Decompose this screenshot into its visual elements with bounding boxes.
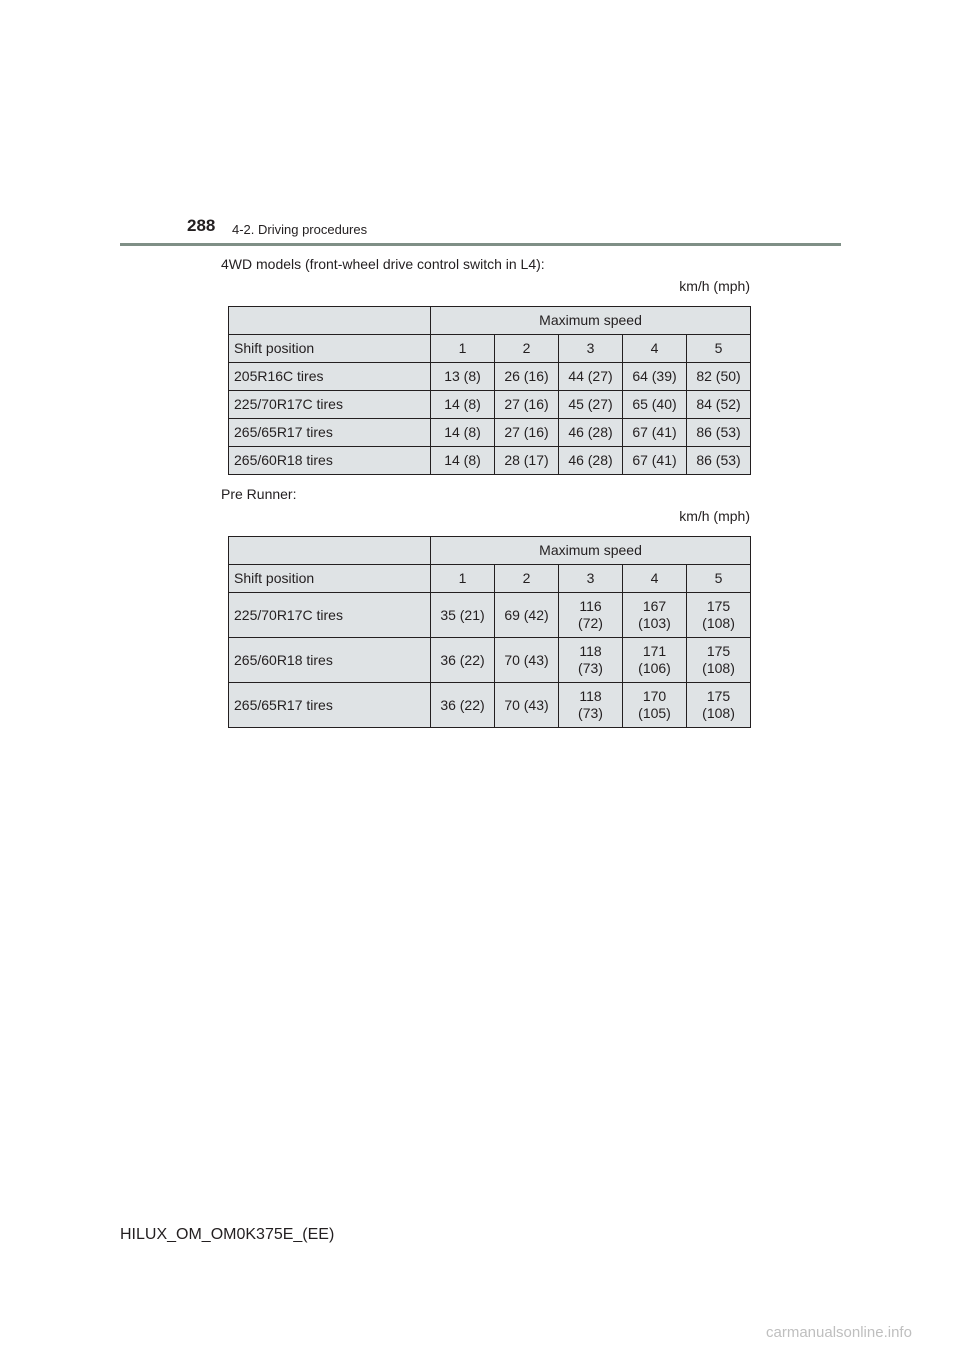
speed-cell: 70 (43)	[495, 683, 559, 728]
tire-size: 265/65R17 tires	[229, 419, 431, 447]
speed-cell: 171 (106)	[623, 638, 687, 683]
speed-cell: 67 (41)	[623, 447, 687, 475]
table-row	[229, 638, 751, 683]
speed-cell: 118 (73)	[559, 683, 623, 728]
shift-position-3: 3	[559, 335, 623, 363]
speed-cell: 27 (16)	[495, 419, 559, 447]
speed-cell: 14 (8)	[431, 419, 495, 447]
shift-position-1: 1	[431, 565, 495, 593]
table-row	[229, 391, 751, 419]
table-row	[229, 447, 751, 475]
tire-size: 225/70R17C tires	[229, 391, 431, 419]
speed-cell: 82 (50)	[687, 363, 751, 391]
speed-cell: 64 (39)	[623, 363, 687, 391]
speed-table-pre-runner	[228, 536, 751, 728]
watermark: carmanualsonline.info	[766, 1324, 912, 1341]
speed-cell: 84 (52)	[687, 391, 751, 419]
speed-cell: 27 (16)	[495, 391, 559, 419]
speed-cell: 70 (43)	[495, 638, 559, 683]
speed-cell: 175 (108)	[687, 683, 751, 728]
speed-cell: 86 (53)	[687, 447, 751, 475]
maximum-speed-header: Maximum speed	[431, 537, 751, 565]
shift-position-2: 2	[495, 335, 559, 363]
shift-position-label: Shift position	[229, 335, 431, 363]
speed-cell: 26 (16)	[495, 363, 559, 391]
table1-intro: 4WD models (front-wheel drive control switch in L4):	[221, 256, 545, 272]
speed-cell: 36 (22)	[431, 638, 495, 683]
tire-size: 265/60R18 tires	[229, 447, 431, 475]
shift-position-5: 5	[687, 565, 751, 593]
speed-cell: 14 (8)	[431, 391, 495, 419]
table2-unit: km/h (mph)	[679, 508, 750, 524]
speed-cell: 36 (22)	[431, 683, 495, 728]
tire-size: 265/65R17 tires	[229, 683, 431, 728]
shift-position-5: 5	[687, 335, 751, 363]
table-row	[229, 363, 751, 391]
speed-cell: 14 (8)	[431, 447, 495, 475]
speed-cell: 28 (17)	[495, 447, 559, 475]
speed-cell: 170 (105)	[623, 683, 687, 728]
speed-cell: 175 (108)	[687, 593, 751, 638]
table1-unit: km/h (mph)	[679, 278, 750, 294]
speed-cell: 118 (73)	[559, 638, 623, 683]
table-row	[229, 593, 751, 638]
speed-cell: 67 (41)	[623, 419, 687, 447]
speed-cell: 46 (28)	[559, 419, 623, 447]
shift-position-2: 2	[495, 565, 559, 593]
shift-position-label: Shift position	[229, 565, 431, 593]
shift-position-1: 1	[431, 335, 495, 363]
speed-cell: 13 (8)	[431, 363, 495, 391]
speed-cell: 35 (21)	[431, 593, 495, 638]
speed-cell: 167 (103)	[623, 593, 687, 638]
speed-cell: 69 (42)	[495, 593, 559, 638]
speed-cell: 175 (108)	[687, 638, 751, 683]
page-number: 288	[187, 216, 216, 235]
section-title: 4-2. Driving procedures	[232, 222, 368, 237]
maximum-speed-header: Maximum speed	[431, 307, 751, 335]
tire-size: 205R16C tires	[229, 363, 431, 391]
header-rule	[120, 243, 841, 246]
speed-cell: 46 (28)	[559, 447, 623, 475]
speed-cell: 45 (27)	[559, 391, 623, 419]
speed-table-4wd-l4	[228, 306, 751, 475]
table2-intro: Pre Runner:	[221, 486, 297, 502]
header-blank-cell	[229, 307, 431, 335]
speed-cell: 65 (40)	[623, 391, 687, 419]
speed-cell: 116 (72)	[559, 593, 623, 638]
speed-cell: 44 (27)	[559, 363, 623, 391]
shift-position-3: 3	[559, 565, 623, 593]
document-code: HILUX_OM_OM0K375E_(EE)	[120, 1226, 335, 1243]
header-blank-cell	[229, 537, 431, 565]
tire-size: 265/60R18 tires	[229, 638, 431, 683]
shift-position-4: 4	[623, 335, 687, 363]
table-row	[229, 419, 751, 447]
speed-cell: 86 (53)	[687, 419, 751, 447]
tire-size: 225/70R17C tires	[229, 593, 431, 638]
shift-position-4: 4	[623, 565, 687, 593]
table-row	[229, 683, 751, 728]
